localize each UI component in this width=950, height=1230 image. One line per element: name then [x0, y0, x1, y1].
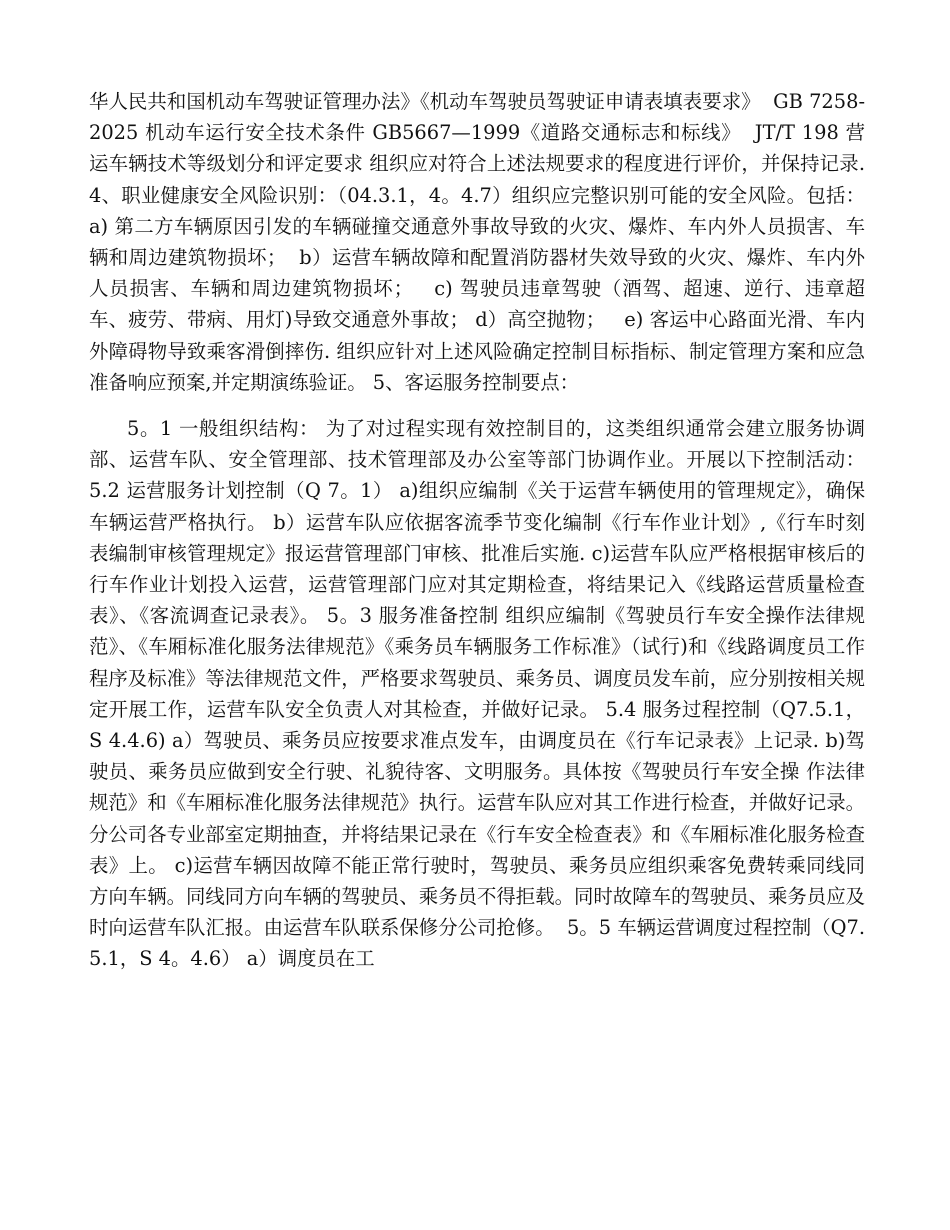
document-body — [89, 86, 878, 975]
paragraph-service-control: 5。1 一般组织结构： 为了对过程实现有效控制目的，这类组织通常会建立服务协调部、运营车队、安全管理部、技术管理部及办公室等部门协调作业。开展以下控制活动： 5.2 运营服务计划控制（Q 7。1） a)组织应编制《关于运营车辆使用的管理规定》，确保车辆运营严格执行。 b）运营车队应依据客流季节变化编制《行车作业计划》,《行车时刻表编制审核管理规定》报运营管理部门审核、批准后实施. c)运营车队应严格根据审核后的行车作业计划投入运营，运营管理部门应对其定期检查，将结果记入《线路运营质量检查表》、《客流调查记录表》。 5。3 服务准备控制 组织应编制《驾驶员行车安全操作法律规范》、《车厢标准化服务法律规范》《乘务员车辆服务工作标准》（试行)和《线路调度员工作程序及标准》等法律规范文件，严格要求驾驶员、乘务员、调度员发车前，应分别按相关规定开展工作，运营车队安全负责人对其检查，并做好记录。 5.4 服务过程控制（Q7.5.1，S 4.4.6) a）驾驶员、乘务员应按要求准点发车，由调度员在《行车记录表》上记录. b)驾驶员、乘务员应做到安全行驶、礼貌待客、文明服务。具体按《驾驶员行车安全操 作法律规范》和《车厢标准化服务法律规范》执行。运营车队应对其工作进行检查，并做好记录。分公司各专业部室定期抽查，并将结果记录在《行车安全检查表》和《车厢标准化服务检查表》上。 c)运营车辆因故障不能正常行驶时，驾驶员、乘务员应组织乘客免费转乘同线同方向车辆。同线同方向车辆的驾驶员、乘务员不得拒载。同时故障车的驾驶员、乘务员应及时向运营车队汇报。由运营车队联系保修分公司抢修。 5。5 车辆运营调度过程控制（Q7.5.1，S 4。4.6） a）调度员在工 — [89, 417, 878, 971]
paragraph-regulations-and-risks: 华人民共和国机动车驾驶证管理办法》《机动车驾驶员驾驶证申请表填表要求》 GB 7258-2025 机动车运行安全技术条件 GB5667—1999《道路交通标志和标线》 JT/T 198 营运车辆技术等级划分和评定要求 组织应对符合上述法规要求的程度进行评价，并保持记录. 4、职业健康安全风险识别：（04.3.1，4。4.7）组织应完整识别可能的安全风险。包括： a) 第二方车辆原因引发的车辆碰撞交通意外事故导致的火灾、爆炸、车内外人员损害、车辆和周边建筑物损坏； b）运营车辆故障和配置消防器材失效导致的火灾、爆炸、车内外人员损害、车辆和周边建筑物损坏； c) 驾驶员违章驾驶（酒驾、超速、逆行、违章超车、疲劳、带病、用灯)导致交通意外事故； d）高空抛物； e) 客运中心路面光滑、车内外障碍物导致乘客滑倒摔伤. 组织应针对上述风险确定控制目标指标、制定管理方案和应急准备响应预案,并定期演练验证。 5、客运服务控制要点： — [89, 90, 878, 394]
